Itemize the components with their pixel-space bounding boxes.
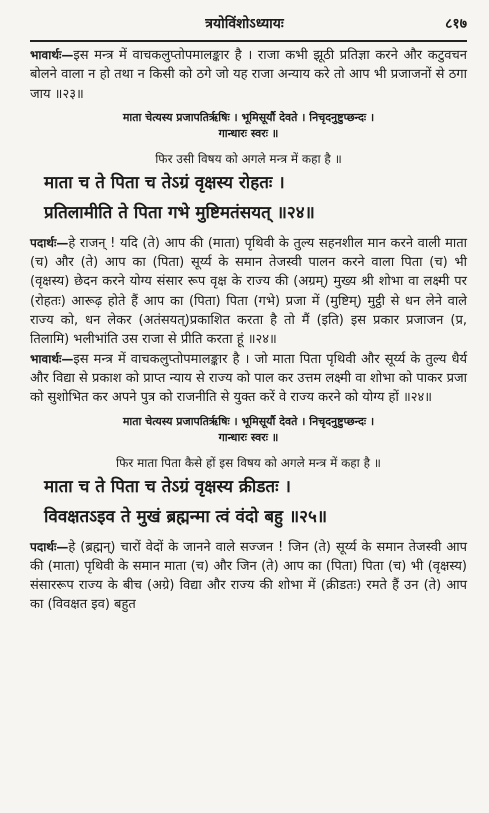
bhavarth-label: भावार्थः— (30, 351, 74, 366)
padarth-25-paragraph (30, 538, 467, 615)
mantra-24-meta-line2: गान्धारः स्वरः ॥ (218, 126, 279, 140)
padarth-label: पदार्थः— (30, 235, 69, 250)
mantra-25-meta-line1: माता चेत्यस्य प्रजापतिर्ऋषिः । भूमिसूर्यौ देवते । निचृदनुष्टुप्छन्दः । (122, 414, 375, 428)
mantra-25-meta-line2: गान्धारः स्वरः ॥ (218, 430, 279, 444)
padarth-24-paragraph (30, 234, 467, 350)
mantra-25-line2: विवक्षतऽइव ते मुखं ब्रह्मन्मा त्वं वंदो बहु ॥२५॥ (44, 506, 328, 527)
bhavarth-23-paragraph (30, 46, 467, 104)
bhavarth-24-paragraph (30, 350, 467, 408)
padarth-label: पदार्थः— (30, 539, 69, 554)
padarth-24-text: हे राजन् ! यदि (ते) आप की (माता) पृथिवी के तुल्य सहनशील मान करने वाली माता (च) और (ते) आप का (पिता) सूर्य्य के समान तेजस्वी पालन करने वाला पिता (च) भी (वृक्षस्य) छेदन करने योग्य संसार रूप वृक्ष के राज्य की (अग्रम्) मुख्य श्री शोभा वा लक्ष्मी पर (रोहतः) आरूढ़ होते हैं आप का (पिता) पिता (गभे) प्रजा में (मुष्टिम्) मुट्ठी से धन लेने वाले राज्य को, धन लेकर (अतंसयत्)प्रकाशित करता है तो मैं (इति) इस प्रकार प्रजाजन (प्र, तिलामि) भलीभांति उस राजा से प्रीति करता हूं ॥२४॥ (30, 235, 467, 348)
mantra-24-line1: माता च ते पिता च तेऽग्रं वृक्षस्य रोहतः । (44, 172, 285, 193)
page-header (0, 14, 489, 36)
bhavarth-23-text: इस मन्त्र में वाचकलुप्तोपमालङ्कार है । राजा कभी झूठी प्रतिज्ञा करने और कटुवचन बोलने वाला न हो तथा न किसी को ठगे जो यह राजा अन्याय करे तो आप भी प्रजाजनों से ठगा जाय ॥२३॥ (30, 48, 467, 102)
mantra-25-line1: माता च ते पिता च तेऽग्रं वृक्षस्य क्रीडतः । (44, 476, 291, 497)
padarth-25-text: हे (ब्रह्मन्) चारों वेदों के जानने वाले सज्जन ! जिन (ते) सूर्य्य के समान तेजस्वी आप की (माता) पृथिवी के समान माता (च) और जिन (ते) आप का (पिता) पिता (च) भी (वृक्षस्य) संसाररूप राज्य के बीच (अग्रे) विद्या और राज्य की शोभा में (क्रीडतः) रमते हैं उन (ते) आप का (विवक्षत इव) बहुत (30, 539, 467, 613)
header-rule (30, 40, 467, 42)
page-number: ८१७ (445, 16, 467, 32)
bhavarth-label: भावार्थः— (30, 48, 74, 62)
mantra-24-line2: प्रतिलामीति ते पिता गभे मुष्टिमतंसयत् ॥२४॥ (44, 202, 315, 223)
mantra-24-intro: फिर उसी विषय को अगले मन्त्र में कहा है ॥ (155, 151, 342, 166)
mantra-24-meta-line1: माता चेत्यस्य प्रजापतिर्ऋषिः । भूमिसूर्यौ देवते । निचृदनुष्टुप्छन्दः । (122, 110, 375, 124)
page-body (30, 46, 467, 615)
chapter-title: त्रयोविंशोऽध्यायः (205, 16, 284, 32)
mantra-25-intro: फिर माता पिता कैसे हों इस विषय को अगले मन्त्र में कहा है ॥ (116, 455, 381, 470)
bhavarth-24-text: इस मन्त्र में वाचकलुप्तोपमालङ्कार है । जो माता पिता पृथिवी और सूर्य्य के तुल्य धैर्य और विद्या से प्रकाश को प्राप्त न्याय से राज्य को पाल कर उत्तम लक्ष्मी वा शोभा को पाकर प्रजा को सुशोभित कर अपने पुत्र को राजनीति से युक्त करें वे राज्य करने को योग्य हों ॥२४॥ (30, 351, 467, 406)
